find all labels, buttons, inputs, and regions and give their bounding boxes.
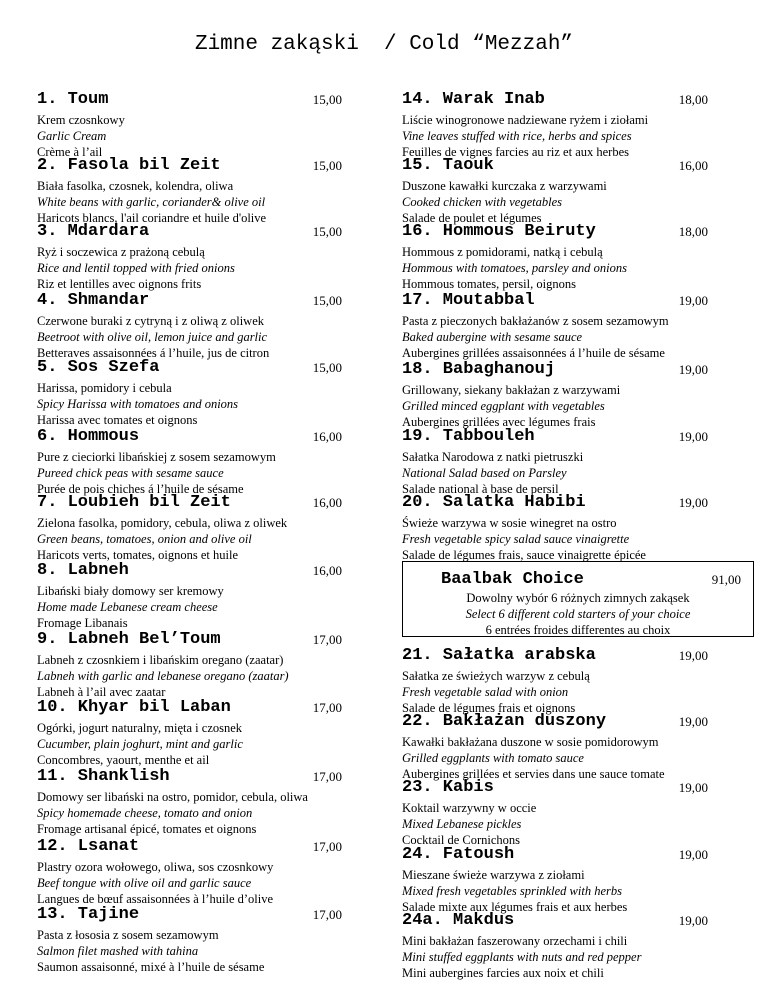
menu-item-price: 16,00 bbox=[312, 429, 342, 444]
desc-polish: Krem czosnkowy bbox=[37, 113, 125, 127]
desc-french: Purée de pois chiches á l’huile de sésame bbox=[37, 482, 244, 496]
menu-item-description bbox=[402, 449, 583, 497]
desc-polish: Świeże warzywa w sosie winegret na ostro bbox=[402, 516, 617, 530]
desc-english: Hommous with tomatoes, parsley and onions bbox=[402, 261, 627, 275]
desc-english: Spicy Harissa with tomatoes and onions bbox=[37, 397, 239, 411]
baalbak-choice-box bbox=[402, 561, 754, 637]
desc-french: Salade de légumes frais, sauce vinaigrette épicée bbox=[402, 548, 646, 562]
menu-item-price: 16,00 bbox=[312, 495, 342, 510]
desc-english: Cooked chicken with vegetables bbox=[402, 195, 563, 209]
menu-item-name: 10. Khyar bil Laban bbox=[37, 698, 231, 717]
menu-item-price: 19,00 bbox=[678, 648, 708, 663]
menu-item-name: 3. Mdardara bbox=[37, 222, 150, 241]
menu-item-description bbox=[402, 382, 620, 430]
menu-item-price: 16,00 bbox=[678, 158, 708, 173]
desc-english: Mini stuffed eggplants with nuts and red pepper bbox=[402, 950, 642, 964]
menu-item-description bbox=[37, 112, 125, 160]
menu-item-description bbox=[37, 178, 266, 226]
menu-item-price: 19,00 bbox=[678, 293, 708, 308]
desc-french: Salade national à base de persil bbox=[402, 482, 559, 496]
desc-polish: Liście winogronowe nadziewane ryżem i ziołami bbox=[402, 113, 649, 127]
menu-item-name: 2. Fasola bil Zeit bbox=[37, 156, 221, 175]
menu-item-price: 15,00 bbox=[312, 360, 342, 375]
desc-english: White beans with garlic, coriander& olive oil bbox=[37, 195, 266, 209]
special-desc-french: 6 entrées froides differentes au choix bbox=[485, 623, 671, 637]
desc-english: Beef tongue with olive oil and garlic sauce bbox=[37, 876, 252, 890]
menu-item-description bbox=[37, 927, 264, 975]
menu-item-description bbox=[37, 380, 238, 428]
menu-item-description bbox=[402, 734, 665, 782]
menu-item-name: 20. Salatka Habibi bbox=[402, 493, 586, 512]
desc-english: Beetroot with olive oil, lemon juice and garlic bbox=[37, 330, 268, 344]
menu-item-price: 19,00 bbox=[678, 847, 708, 862]
menu-item-price: 19,00 bbox=[678, 714, 708, 729]
desc-english: Fresh vegetable spicy salad sauce vinaigrette bbox=[402, 532, 630, 546]
desc-polish: Mieszane świeże warzywa z ziołami bbox=[402, 868, 585, 882]
desc-english: Cucumber, plain joghurt, mint and garlic bbox=[37, 737, 243, 751]
desc-french: Salade de légumes frais et oignons bbox=[402, 701, 576, 715]
desc-english: Pureed chick peas with sesame sauce bbox=[37, 466, 224, 480]
menu-item-description bbox=[402, 668, 590, 716]
desc-french: Aubergines grillées avec légumes frais bbox=[402, 415, 596, 429]
menu-item-description bbox=[402, 515, 646, 563]
menu-item-price: 18,00 bbox=[678, 92, 708, 107]
desc-polish: Grillowany, siekany bakłażan z warzywami bbox=[402, 383, 621, 397]
desc-polish: Duszone kawałki kurczaka z warzywami bbox=[402, 179, 607, 193]
menu-item-price: 17,00 bbox=[312, 769, 342, 784]
desc-french: Fromage Libanais bbox=[37, 616, 128, 630]
menu-item-name: 24a. Makdus bbox=[402, 911, 515, 930]
menu-item-price: 15,00 bbox=[312, 92, 342, 107]
desc-english: Fresh vegetable salad with onion bbox=[402, 685, 569, 699]
desc-french: Salade de poulet et légumes bbox=[402, 211, 542, 225]
desc-english: Rice and lentil topped with fried onions bbox=[37, 261, 235, 275]
desc-polish: Domowy ser libański na ostro, pomidor, cebula, oliwa bbox=[37, 790, 308, 804]
menu-item-description bbox=[402, 800, 536, 848]
desc-polish: Libański biały domowy ser kremowy bbox=[37, 584, 224, 598]
desc-english: Spicy homemade cheese, tomato and onion bbox=[37, 806, 253, 820]
desc-french: Haricots blancs, l'ail coriandre et huile d'olive bbox=[37, 211, 267, 225]
desc-polish: Hommous z pomidorami, natką i cebulą bbox=[402, 245, 603, 259]
menu-item-description bbox=[37, 789, 308, 837]
desc-polish: Ryż i soczewica z prażoną cebulą bbox=[37, 245, 205, 259]
desc-polish: Biała fasolka, czosnek, kolendra, oliwa bbox=[37, 179, 234, 193]
desc-english: Grilled eggplants with tomato sauce bbox=[402, 751, 584, 765]
menu-item-name: 14. Warak Inab bbox=[402, 90, 545, 109]
menu-item-price: 19,00 bbox=[678, 913, 708, 928]
special-item-description bbox=[403, 590, 753, 638]
menu-item-name: 18. Babaghanouj bbox=[402, 360, 556, 379]
menu-item-description bbox=[37, 652, 289, 700]
menu-item-description bbox=[37, 583, 224, 631]
menu-item-price: 19,00 bbox=[678, 780, 708, 795]
desc-english: Labneh with garlic and lebanese oregano (zaatar) bbox=[37, 669, 289, 683]
desc-polish: Koktail warzywny w occie bbox=[402, 801, 537, 815]
desc-polish: Kawałki bakłażana duszone w sosie pomidorowym bbox=[402, 735, 659, 749]
menu-title: Zimne zakąski / Cold “Mezzah” bbox=[194, 33, 574, 56]
desc-polish: Labneh z czosnkiem i libańskim oregano (zaatar) bbox=[37, 653, 284, 667]
desc-french: Harissa avec tomates et oignons bbox=[37, 413, 198, 427]
menu-item-description bbox=[37, 515, 287, 563]
desc-french: Hommous tomates, persil, oignons bbox=[402, 277, 576, 291]
menu-item-price: 19,00 bbox=[678, 429, 708, 444]
menu-item-name: 15. Taouk bbox=[402, 156, 494, 175]
special-item-name: Baalbak Choice bbox=[441, 570, 584, 589]
special-item-price: 91,00 bbox=[711, 572, 741, 587]
menu-item-price: 19,00 bbox=[678, 362, 708, 377]
menu-item-name: 16. Hommous Beiruty bbox=[402, 222, 596, 241]
desc-polish: Mini bakłażan faszerowany orzechami i chili bbox=[402, 934, 628, 948]
menu-item-name: 24. Fatoush bbox=[402, 845, 515, 864]
menu-item-name: 21. Sałatka arabska bbox=[402, 646, 596, 665]
desc-french: Haricots verts, tomates, oignons et huile bbox=[37, 548, 239, 562]
desc-polish: Czerwone buraki z cytryną i z oliwą z oliwek bbox=[37, 314, 264, 328]
desc-french: Feuilles de vignes farcies au riz et aux herbes bbox=[402, 145, 629, 159]
menu-item-name: 9. Labneh Bel’Toum bbox=[37, 630, 221, 649]
menu-item-description bbox=[37, 720, 243, 768]
desc-english: Vine leaves stuffed with rice, herbs and spices bbox=[402, 129, 632, 143]
menu-item-description bbox=[37, 449, 276, 497]
special-desc-english: Select 6 different cold starters of your choice bbox=[465, 607, 691, 621]
menu-item-name: 11. Shanklish bbox=[37, 767, 170, 786]
desc-polish: Harissa, pomidory i cebula bbox=[37, 381, 172, 395]
menu-item-description bbox=[37, 313, 269, 361]
menu-item-name: 8. Labneh bbox=[37, 561, 129, 580]
desc-french: Aubergines grillées et servies dans une sauce tomate bbox=[402, 767, 665, 781]
menu-item-name: 4. Shmandar bbox=[37, 291, 150, 310]
menu-item-name: 19. Tabbouleh bbox=[402, 427, 535, 446]
desc-french: Betteraves assaisonnées á l’huile, jus de citron bbox=[37, 346, 270, 360]
menu-item-price: 16,00 bbox=[312, 563, 342, 578]
desc-french: Cocktail de Cornichons bbox=[402, 833, 521, 847]
desc-english: Baked aubergine with sesame sauce bbox=[402, 330, 583, 344]
desc-french: Crème à l’ail bbox=[37, 145, 103, 159]
menu-item-description bbox=[402, 933, 641, 981]
desc-polish: Sałatka Narodowa z natki pietruszki bbox=[402, 450, 584, 464]
menu-item-price: 17,00 bbox=[312, 839, 342, 854]
desc-french: Concombres, yaourt, menthe et ail bbox=[37, 753, 210, 767]
desc-polish: Ogórki, jogurt naturalny, mięta i czosnek bbox=[37, 721, 243, 735]
desc-english: Garlic Cream bbox=[37, 129, 107, 143]
desc-english: Green beans, tomatoes, onion and olive oil bbox=[37, 532, 252, 546]
desc-french: Mini aubergines farcies aux noix et chili bbox=[402, 966, 604, 980]
menu-item-price: 19,00 bbox=[678, 495, 708, 510]
desc-french: Fromage artisanal épicé, tomates et oignons bbox=[37, 822, 257, 836]
menu-item-name: 7. Loubieh bil Zeit bbox=[37, 493, 231, 512]
menu-item-name: 13. Tajine bbox=[37, 905, 140, 924]
desc-english: Mixed fresh vegetables sprinkled with herbs bbox=[402, 884, 622, 898]
menu-item-name: 1. Toum bbox=[37, 90, 109, 109]
menu-item-price: 18,00 bbox=[678, 224, 708, 239]
menu-item-name: 6. Hommous bbox=[37, 427, 140, 446]
menu-item-name: 12. Lsanat bbox=[37, 837, 140, 856]
menu-item-description bbox=[37, 244, 235, 292]
desc-french: Salade mixte aux légumes frais et aux herbes bbox=[402, 900, 628, 914]
menu-item-name: 22. Bakłażan duszony bbox=[402, 712, 607, 731]
menu-item-description bbox=[402, 867, 627, 915]
desc-french: Aubergines grillées assaisonnées á l’huile de sésame bbox=[402, 346, 665, 360]
special-desc-polish: Dowolny wybór 6 różnych zimnych zakąsek bbox=[466, 591, 690, 605]
desc-english: Salmon filet mashed with tahina bbox=[37, 944, 199, 958]
desc-french: Saumon assaisonné, mixé à l’huile de sésame bbox=[37, 960, 265, 974]
desc-english: Grilled minced eggplant with vegetables bbox=[402, 399, 605, 413]
desc-french: Langues de bœuf assaisonnées à l’huile d’olive bbox=[37, 892, 274, 906]
desc-english: Home made Lebanese cream cheese bbox=[37, 600, 218, 614]
desc-polish: Sałatka ze świeżych warzyw z cebulą bbox=[402, 669, 590, 683]
menu-item-name: 5. Sos Szefa bbox=[37, 358, 160, 377]
desc-polish: Pure z cieciorki libańskiej z sosem sezamowym bbox=[37, 450, 276, 464]
menu-item-price: 17,00 bbox=[312, 700, 342, 715]
menu-item-name: 23. Kabis bbox=[402, 778, 494, 797]
menu-item-price: 15,00 bbox=[312, 158, 342, 173]
menu-item-price: 15,00 bbox=[312, 293, 342, 308]
desc-polish: Zielona fasolka, pomidory, cebula, oliwa z oliwek bbox=[37, 516, 288, 530]
desc-french: Labneh à l’ail avec zaatar bbox=[37, 685, 166, 699]
menu-item-description bbox=[37, 859, 273, 907]
desc-english: Mixed Lebanese pickles bbox=[402, 817, 522, 831]
menu-item-price: 17,00 bbox=[312, 632, 342, 647]
menu-item-name: 17. Moutabbal bbox=[402, 291, 535, 310]
desc-polish: Plastry ozora wołowego, oliwa, sos czosnkowy bbox=[37, 860, 274, 874]
menu-item-price: 15,00 bbox=[312, 224, 342, 239]
desc-polish: Pasta z łososia z sosem sezamowym bbox=[37, 928, 219, 942]
menu-item-description bbox=[402, 244, 627, 292]
menu-item-description bbox=[402, 313, 669, 361]
desc-french: Riz et lentilles avec oignons frits bbox=[37, 277, 202, 291]
menu-item-description bbox=[402, 112, 648, 160]
desc-english: National Salad based on Parsley bbox=[402, 466, 567, 480]
menu-item-price: 17,00 bbox=[312, 907, 342, 922]
menu-item-description bbox=[402, 178, 607, 226]
desc-polish: Pasta z pieczonych bakłażanów z sosem sezamowym bbox=[402, 314, 669, 328]
